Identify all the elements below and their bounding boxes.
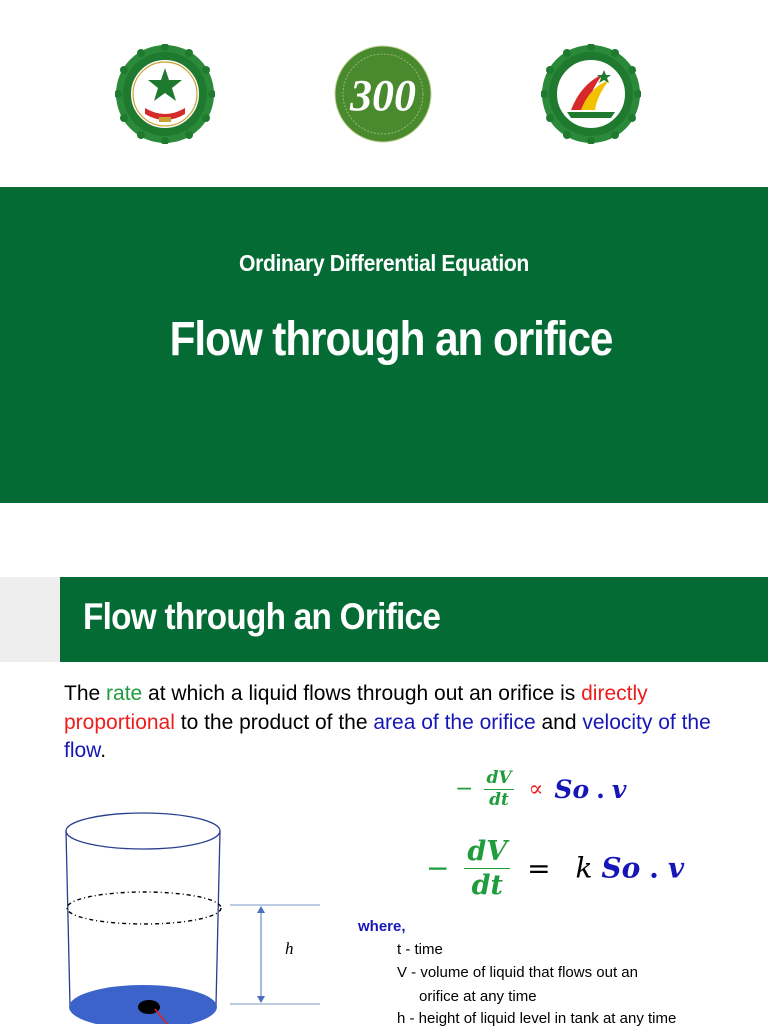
eq1-dot: . bbox=[596, 775, 605, 804]
eq1-denominator: dt bbox=[489, 790, 509, 810]
svg-text:300: 300 bbox=[350, 71, 416, 120]
height-arrow-head-up bbox=[257, 906, 265, 913]
definition-v-continued: orifice at any time bbox=[419, 988, 537, 1005]
eq1-minus: − bbox=[455, 776, 474, 802]
para-text-4: and bbox=[535, 710, 583, 734]
eq2-dot: . bbox=[649, 851, 659, 885]
eq2-area-term: So bbox=[601, 851, 641, 885]
eq1-proportional-symbol: ∝ bbox=[528, 776, 544, 802]
tank-left-wall bbox=[66, 831, 70, 1005]
eq2-fraction bbox=[464, 838, 510, 899]
anniversary-300-icon bbox=[333, 44, 433, 144]
definition-h: h - height of liquid level in tank at any time bbox=[397, 1010, 677, 1027]
equation-main bbox=[426, 838, 684, 899]
eq1-numerator: dV bbox=[486, 768, 512, 788]
height-arrow-head-down bbox=[257, 996, 265, 1003]
liquid-level-line bbox=[67, 892, 221, 924]
height-label: h bbox=[285, 939, 294, 958]
eq1-velocity-term: v bbox=[611, 775, 627, 804]
tank-right-wall bbox=[216, 831, 220, 1005]
eq1-area-term: So bbox=[554, 775, 590, 804]
tank-diagram bbox=[55, 805, 330, 1024]
eq2-minus: − bbox=[426, 851, 450, 885]
para-text-3: to the product of the bbox=[174, 710, 374, 734]
para-text-2: at which a liquid flows through out an orifice is bbox=[142, 682, 582, 705]
area-term: area of the orifice bbox=[373, 710, 536, 734]
eq2-equals: = bbox=[527, 851, 551, 885]
definition-paragraph bbox=[64, 680, 724, 766]
rate-term: rate bbox=[106, 682, 143, 705]
directly-proportional-term: directly proportional bbox=[64, 682, 648, 734]
where-label: where, bbox=[358, 918, 406, 935]
eq2-denominator: dt bbox=[471, 870, 503, 901]
velocity-term: velocity of the flow bbox=[64, 710, 711, 762]
equation-proportional bbox=[455, 770, 626, 809]
eq1-fraction bbox=[484, 770, 513, 809]
college-seal-icon bbox=[541, 44, 641, 144]
header-accent-strip bbox=[0, 577, 60, 662]
definition-t: t - time bbox=[397, 941, 443, 958]
eq2-constant-k: k bbox=[575, 851, 593, 885]
slide-title: Flow through an orifice bbox=[169, 313, 613, 366]
para-text-1: The bbox=[64, 682, 107, 705]
eq2-velocity-term: v bbox=[667, 851, 685, 885]
definition-v: V - volume of liquid that flows out an bbox=[397, 964, 638, 981]
tank-top-rim bbox=[66, 813, 220, 849]
slide-subtitle: Ordinary Differential Equation bbox=[239, 250, 529, 276]
para-text-5: . bbox=[100, 739, 107, 762]
section-header-title: Flow through an Orifice bbox=[83, 596, 441, 637]
eq2-numerator: dV bbox=[464, 838, 510, 869]
university-seal-icon bbox=[115, 44, 215, 144]
